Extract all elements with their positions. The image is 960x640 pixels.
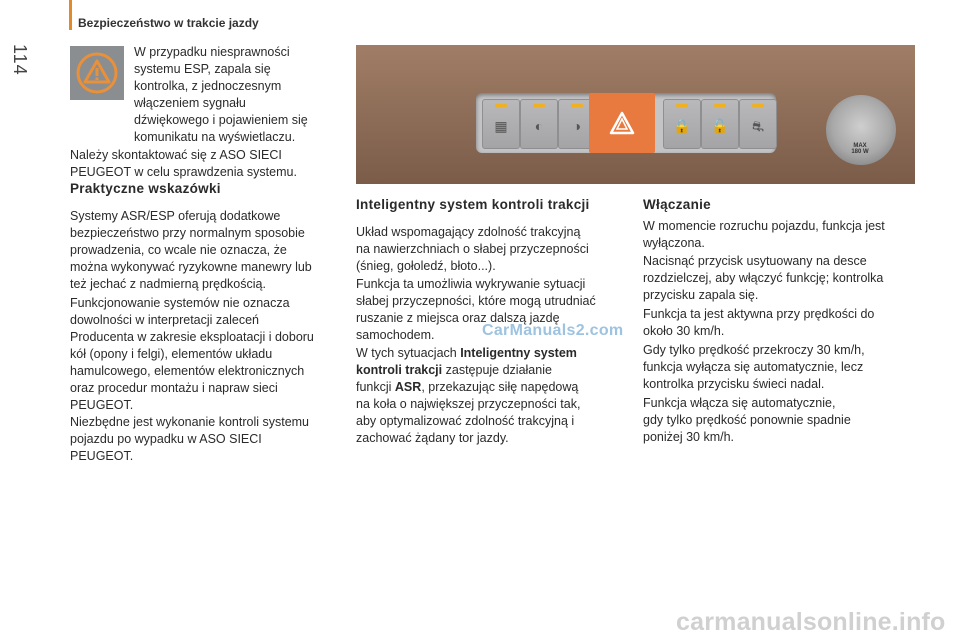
text-line: Gdy tylko prędkość przekroczy 30 km/h, [643, 343, 865, 357]
warning-line: W przypadku niesprawności [134, 45, 290, 59]
text-line: przycisku zapala się. [643, 288, 759, 302]
text-line: też jechać z nadmierną prędkością. [70, 277, 266, 291]
traction-control-switch: ⛐ [739, 99, 777, 149]
text-line: Funkcja włącza się automatycznie, [643, 396, 836, 410]
text-line: PEUGEOT. [70, 398, 134, 412]
text-line: PEUGEOT w celu sprawdzenia systemu. [70, 165, 297, 179]
header-accent-bar [69, 0, 72, 30]
text-line: słabej przyczepności, które mogą utrudniać [356, 294, 596, 308]
text-line: Niezbędne jest wykonanie kontroli systemu [70, 415, 310, 429]
socket-label-power: 180 W [851, 149, 869, 155]
text-line: ruszanie z miejsca oraz dalszą jazdę [356, 311, 560, 325]
watermark-bottom: carmanualsonline.info [676, 608, 946, 636]
socket-label-max: MAX [853, 143, 867, 149]
text-line: kół (opony i felgi), elementów układu [70, 347, 273, 361]
text-line: na nawierzchniach o słabej przyczepności [356, 242, 589, 256]
lock-switch: 🔒 [663, 99, 701, 149]
text-line: pojazdu po wypadku w ASO SIECI [70, 432, 262, 446]
socket-label [830, 143, 890, 155]
text-line: aby optymalizować zdolność trakcyjną i [356, 414, 575, 428]
rear-defrost-switch: ▦ [482, 99, 520, 149]
text-span: W tych sytuacjach [356, 346, 461, 360]
text-line [356, 379, 578, 396]
text-line: Układ wspomagający zdolność trakcyjną [356, 225, 581, 239]
text-span: funkcji [356, 380, 395, 394]
rear-fog-switch: ◑ [558, 99, 596, 149]
warning-line: włączeniem sygnału [134, 96, 246, 110]
text-line: Funkcja ta jest aktywna przy prędkości do [643, 307, 875, 321]
text-line: gdy tylko prędkość ponownie spadnie [643, 413, 851, 427]
text-line: Systemy ASR/ESP oferują dodatkowe [70, 209, 281, 223]
enable-heading: Włączanie [643, 197, 711, 212]
text-line [356, 345, 577, 362]
text-line: funkcja wyłącza się automatycznie, lecz [643, 360, 864, 374]
text-line: można wykonywać ryzykowne manewry lub [70, 260, 312, 274]
text-line: Nacisnąć przycisk usytuowany na desce [643, 254, 867, 268]
watermark-middle: CarManuals2.com [482, 322, 624, 339]
text-line: kontrolka przycisku świeci nadal. [643, 377, 825, 391]
warning-triangle-icon [70, 46, 124, 100]
text-line: PEUGEOT. [70, 449, 134, 463]
text-line: wyłączona. [643, 236, 705, 250]
text-line: zachować żądany tor jazdy. [356, 431, 509, 445]
unlock-switch: 🔓 [701, 99, 739, 149]
text-line: poniżej 30 km/h. [643, 430, 735, 444]
bold-term: kontroli trakcji [356, 363, 443, 377]
text-span: zastępuje działanie [442, 363, 552, 377]
text-line: samochodem. [356, 328, 435, 342]
fog-light-switch: ◐ [520, 99, 558, 149]
text-line: Producenta w zakresie eksploatacji i doboru [70, 330, 314, 344]
traction-heading: Inteligentny system kontroli trakcji [356, 197, 590, 212]
page-number: 114 [10, 44, 30, 76]
text-line: W momencie rozruchu pojazdu, funkcja jest [643, 219, 885, 233]
text-span: , przekazując siłę napędową [421, 380, 579, 394]
dashboard-photo [356, 45, 915, 184]
text-line: (śnieg, gołoledź, błoto...). [356, 259, 496, 273]
hazard-warning-button [589, 93, 655, 153]
text-line: dowolności w interpretacji zaleceń [70, 313, 259, 327]
text-line: Funkcjonowanie systemów nie oznacza [70, 296, 290, 310]
text-line: Należy skontaktować się z ASO SIECI [70, 148, 282, 162]
text-line: rozdzielczej, aby włączyć funkcję; kontrolka [643, 271, 884, 285]
text-line: około 30 km/h. [643, 324, 725, 338]
warning-line: systemu ESP, zapala się [134, 62, 271, 76]
text-line: bezpieczeństwo przy normalnym sposobie [70, 226, 305, 240]
warning-line: komunikatu na wyświetlaczu. [134, 130, 296, 144]
bold-term: ASR [394, 380, 422, 394]
section-title: Bezpieczeństwo w trakcie jazdy [78, 16, 259, 30]
text-line: hamulcowego, elementów elektronicznych [70, 364, 305, 378]
text-line [356, 362, 552, 379]
text-line: prowadzenia, co wcale nie oznacza, że [70, 243, 287, 257]
warning-line: dźwiękowego i pojawieniem się [134, 113, 308, 127]
text-line: na koła o największej przyczepności tak, [356, 397, 581, 411]
bold-term: Inteligentny system [460, 346, 577, 360]
practical-heading: Praktyczne wskazówki [70, 181, 221, 196]
text-line: Funkcja ta umożliwia wykrywanie sytuacji [356, 277, 586, 291]
warning-line: kontrolka, z jednoczesnym [134, 79, 282, 93]
text-line: oraz procedur montażu i napraw sieci [70, 381, 278, 395]
